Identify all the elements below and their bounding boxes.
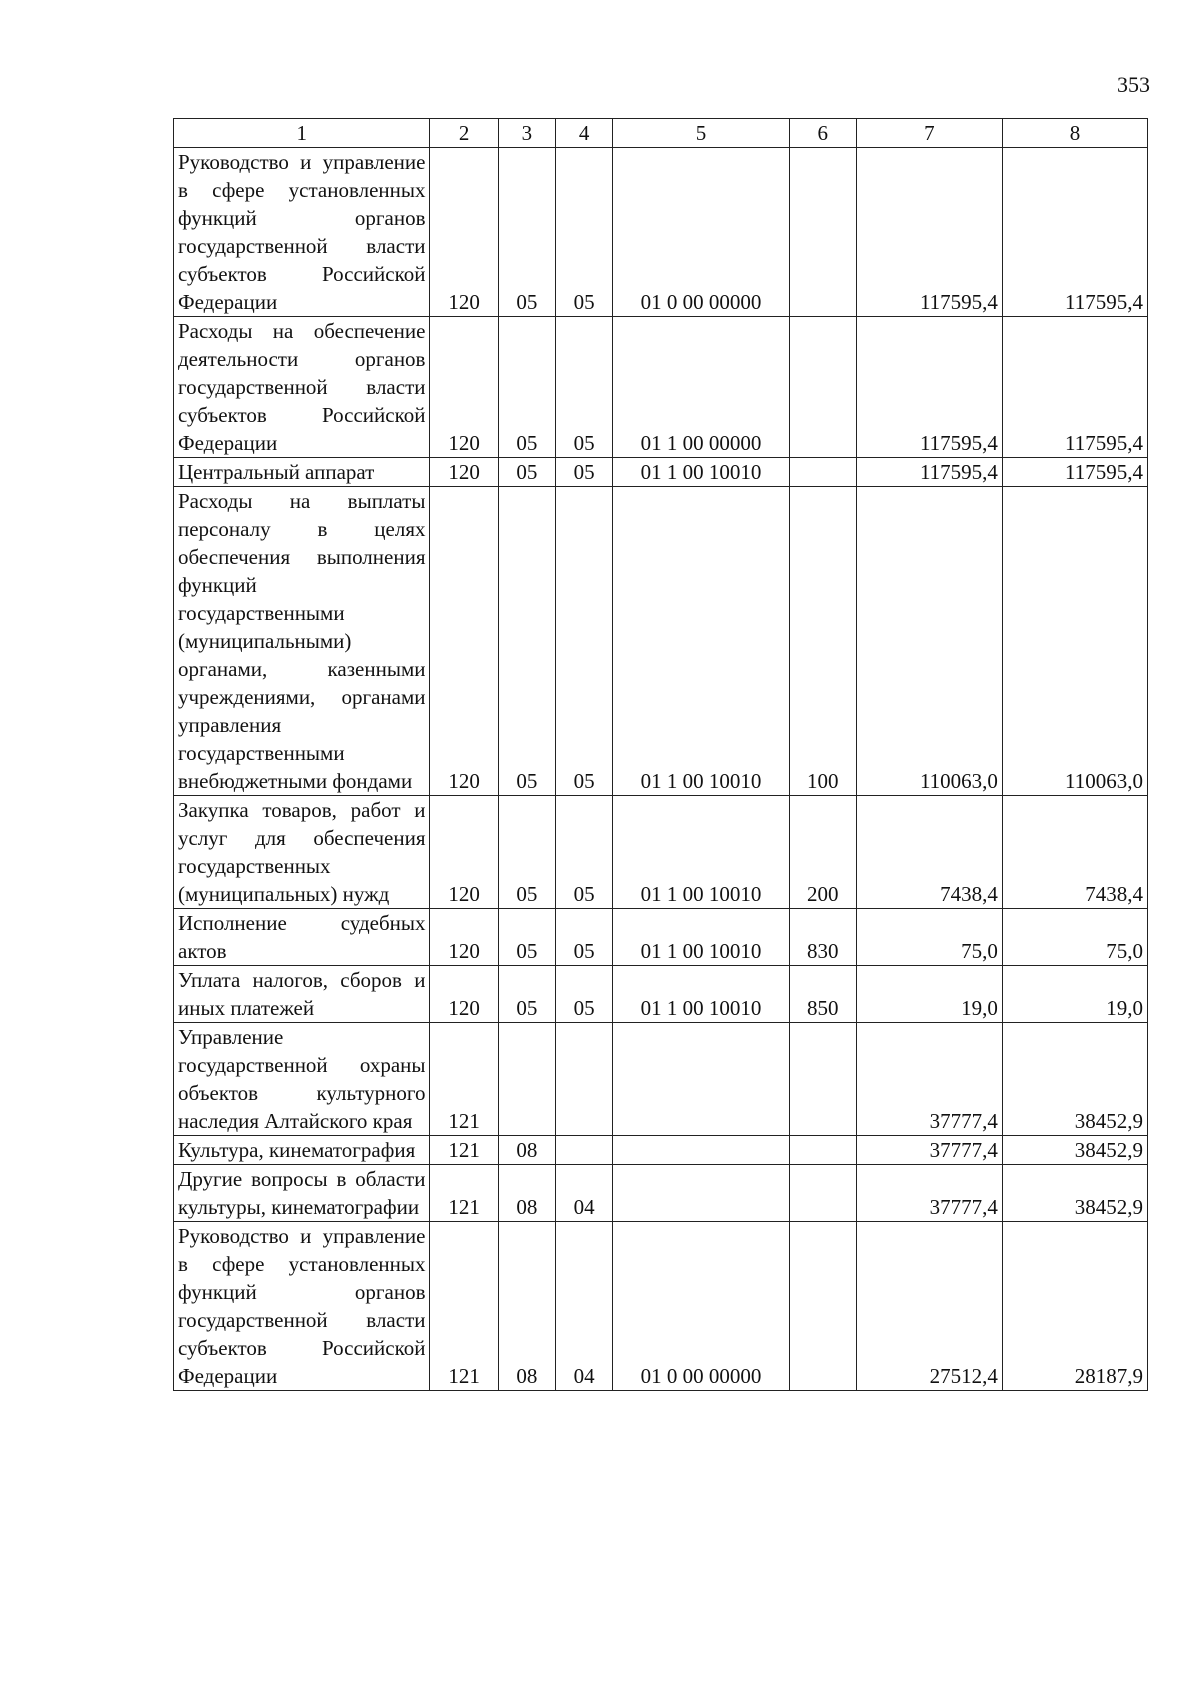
cell-col-3: 05 — [498, 796, 555, 909]
cell-col-2: 120 — [430, 148, 498, 317]
cell-col-5: 01 1 00 10010 — [613, 966, 789, 1023]
header-cell: 4 — [556, 119, 613, 148]
cell-col-6 — [789, 317, 856, 458]
cell-col-4: 05 — [556, 796, 613, 909]
cell-col-3 — [498, 1023, 555, 1136]
cell-col-8: 117595,4 — [1002, 458, 1147, 487]
cell-col-2: 120 — [430, 796, 498, 909]
cell-col-2: 121 — [430, 1222, 498, 1391]
cell-col-8: 38452,9 — [1002, 1165, 1147, 1222]
cell-col-3: 08 — [498, 1136, 555, 1165]
cell-col-6: 830 — [789, 909, 856, 966]
cell-col-8: 110063,0 — [1002, 487, 1147, 796]
table-row — [174, 1222, 1148, 1391]
cell-col-6 — [789, 1023, 856, 1136]
cell-col-5: 01 1 00 10010 — [613, 487, 789, 796]
row-name-cell: Руководство и управление в сфере установленных функций органов государственной власти субъектов Российской Федерации — [174, 1222, 430, 1391]
cell-col-5: 01 0 00 00000 — [613, 148, 789, 317]
table-row — [174, 487, 1148, 796]
cell-col-8: 28187,9 — [1002, 1222, 1147, 1391]
cell-col-5: 01 1 00 10010 — [613, 458, 789, 487]
cell-col-7: 37777,4 — [856, 1165, 1002, 1222]
cell-col-7: 37777,4 — [856, 1023, 1002, 1136]
cell-col-4: 04 — [556, 1222, 613, 1391]
cell-col-3: 08 — [498, 1222, 555, 1391]
cell-col-6 — [789, 148, 856, 317]
cell-col-5 — [613, 1136, 789, 1165]
header-cell: 1 — [174, 119, 430, 148]
page-number: 353 — [1117, 72, 1150, 97]
cell-col-6: 100 — [789, 487, 856, 796]
cell-col-3: 05 — [498, 317, 555, 458]
cell-col-2: 120 — [430, 458, 498, 487]
cell-col-8: 7438,4 — [1002, 796, 1147, 909]
header-cell: 8 — [1002, 119, 1147, 148]
cell-col-7: 117595,4 — [856, 148, 1002, 317]
row-name-cell: Расходы на обеспечение деятельности органов государственной власти субъектов Российской Федерации — [174, 317, 430, 458]
cell-col-6 — [789, 1165, 856, 1222]
cell-col-5: 01 1 00 10010 — [613, 909, 789, 966]
row-name-cell: Исполнение судебных актов — [174, 909, 430, 966]
cell-col-7: 27512,4 — [856, 1222, 1002, 1391]
cell-col-8: 117595,4 — [1002, 148, 1147, 317]
cell-col-4: 05 — [556, 148, 613, 317]
row-name-cell: Управление государственной охраны объектов культурного наследия Алтайского края — [174, 1023, 430, 1136]
table-header-row — [174, 119, 1148, 148]
row-name-cell: Уплата налогов, сборов и иных платежей — [174, 966, 430, 1023]
cell-col-7: 19,0 — [856, 966, 1002, 1023]
cell-col-2: 121 — [430, 1023, 498, 1136]
cell-col-7: 75,0 — [856, 909, 1002, 966]
cell-col-3: 05 — [498, 487, 555, 796]
cell-col-2: 121 — [430, 1165, 498, 1222]
row-name-cell: Культура, кинематография — [174, 1136, 430, 1165]
cell-col-4: 04 — [556, 1165, 613, 1222]
cell-col-7: 110063,0 — [856, 487, 1002, 796]
cell-col-6 — [789, 1222, 856, 1391]
cell-col-4: 05 — [556, 909, 613, 966]
header-cell: 6 — [789, 119, 856, 148]
cell-col-7: 7438,4 — [856, 796, 1002, 909]
row-name-cell: Руководство и управление в сфере установленных функций органов государственной власти субъектов Российской Федерации — [174, 148, 430, 317]
cell-col-3: 05 — [498, 966, 555, 1023]
cell-col-6 — [789, 458, 856, 487]
cell-col-4: 05 — [556, 458, 613, 487]
header-cell: 5 — [613, 119, 789, 148]
cell-col-2: 120 — [430, 487, 498, 796]
cell-col-7: 37777,4 — [856, 1136, 1002, 1165]
cell-col-5 — [613, 1165, 789, 1222]
cell-col-5: 01 0 00 00000 — [613, 1222, 789, 1391]
cell-col-4 — [556, 1136, 613, 1165]
table-row — [174, 796, 1148, 909]
cell-col-3: 05 — [498, 148, 555, 317]
cell-col-2: 120 — [430, 909, 498, 966]
cell-col-8: 19,0 — [1002, 966, 1147, 1023]
cell-col-3: 08 — [498, 1165, 555, 1222]
table-row — [174, 317, 1148, 458]
cell-col-6: 850 — [789, 966, 856, 1023]
cell-col-2: 120 — [430, 966, 498, 1023]
row-name-cell: Центральный аппарат — [174, 458, 430, 487]
cell-col-2: 120 — [430, 317, 498, 458]
cell-col-4: 05 — [556, 317, 613, 458]
table-row — [174, 1165, 1148, 1222]
cell-col-8: 117595,4 — [1002, 317, 1147, 458]
cell-col-2: 121 — [430, 1136, 498, 1165]
cell-col-8: 75,0 — [1002, 909, 1147, 966]
cell-col-3: 05 — [498, 909, 555, 966]
table-row — [174, 909, 1148, 966]
budget-table — [173, 118, 1148, 1391]
cell-col-5 — [613, 1023, 789, 1136]
cell-col-4 — [556, 1023, 613, 1136]
table-row — [174, 458, 1148, 487]
cell-col-6: 200 — [789, 796, 856, 909]
cell-col-8: 38452,9 — [1002, 1136, 1147, 1165]
header-cell: 2 — [430, 119, 498, 148]
header-cell: 3 — [498, 119, 555, 148]
table-row — [174, 1136, 1148, 1165]
table-row — [174, 966, 1148, 1023]
cell-col-7: 117595,4 — [856, 458, 1002, 487]
row-name-cell: Расходы на выплаты персоналу в целях обеспечения выполнения функций государственными (муниципальными) органами, казенными учреждениями, органами управления государственными внебюджетными фондами — [174, 487, 430, 796]
cell-col-4: 05 — [556, 966, 613, 1023]
cell-col-4: 05 — [556, 487, 613, 796]
cell-col-7: 117595,4 — [856, 317, 1002, 458]
cell-col-8: 38452,9 — [1002, 1023, 1147, 1136]
row-name-cell: Закупка товаров, работ и услуг для обеспечения государственных (муниципальных) нужд — [174, 796, 430, 909]
table-row — [174, 148, 1148, 317]
row-name-cell: Другие вопросы в области культуры, кинематографии — [174, 1165, 430, 1222]
cell-col-3: 05 — [498, 458, 555, 487]
cell-col-5: 01 1 00 00000 — [613, 317, 789, 458]
cell-col-5: 01 1 00 10010 — [613, 796, 789, 909]
table-row — [174, 1023, 1148, 1136]
header-cell: 7 — [856, 119, 1002, 148]
cell-col-6 — [789, 1136, 856, 1165]
